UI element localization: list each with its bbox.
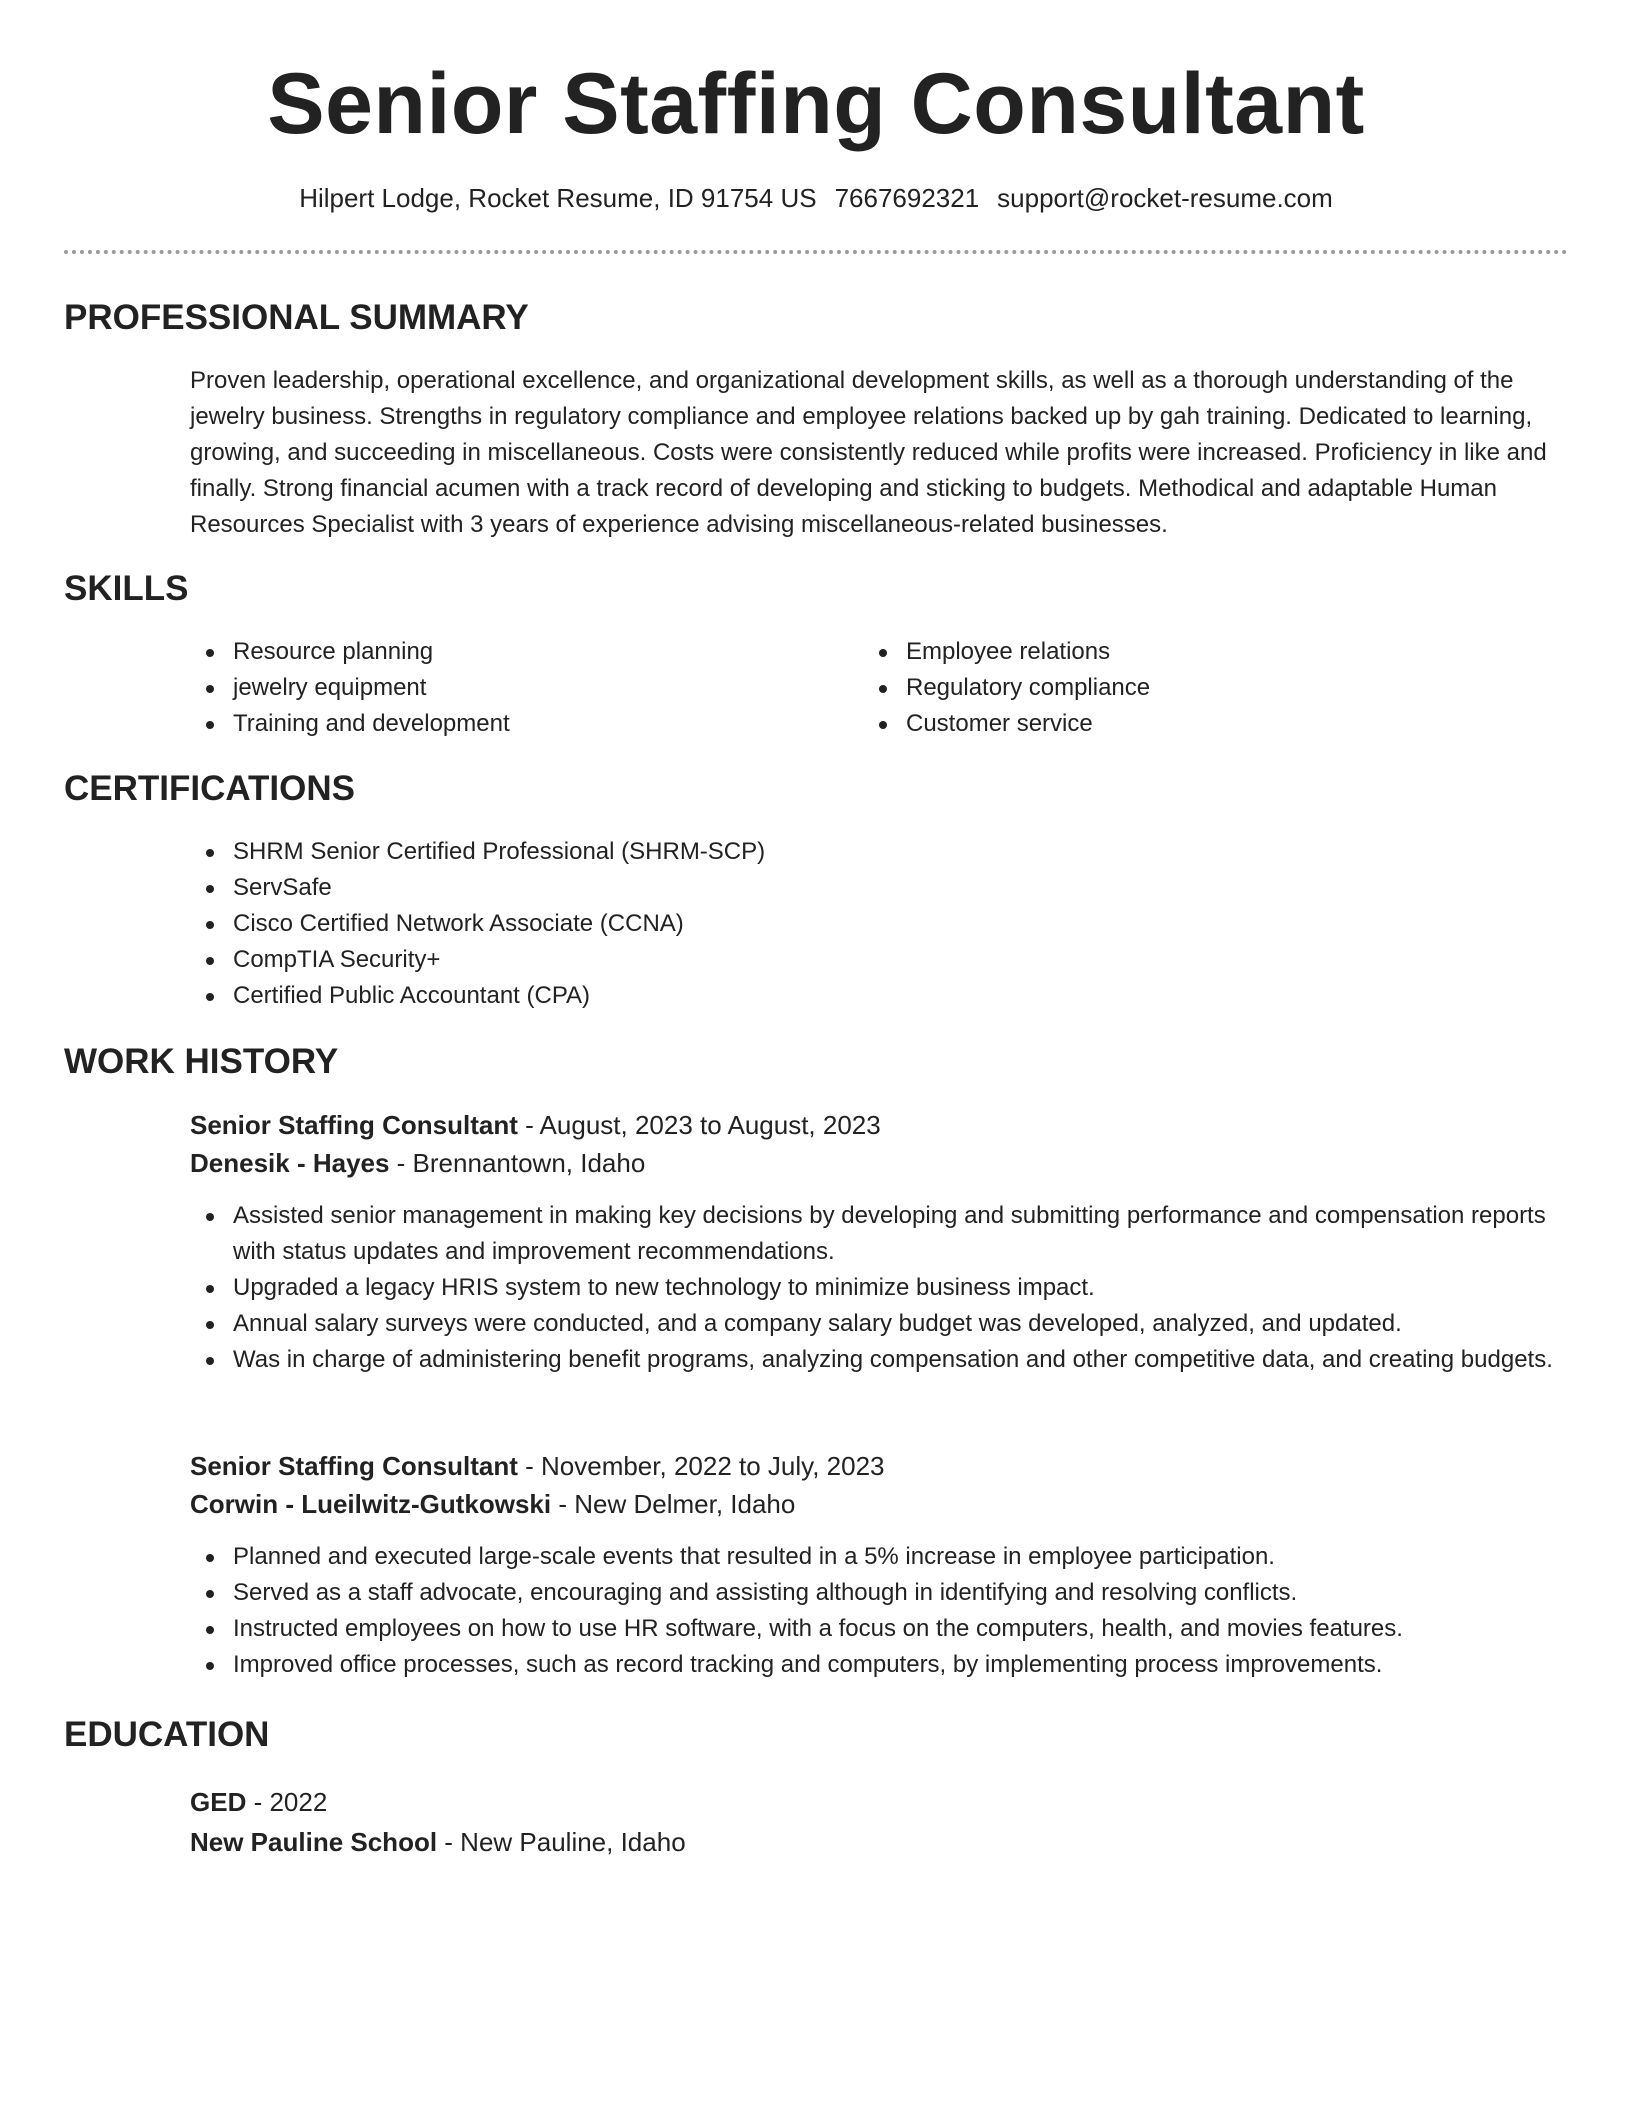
job-company: Corwin - Lueilwitz-Gutkowski xyxy=(190,1489,552,1519)
job-bullet: Improved office processes, such as record tracking and computers, by implementing process improvements. xyxy=(190,1647,1570,1683)
job-bullet: Planned and executed large-scale events that resulted in a 5% increase in employee participation. xyxy=(190,1539,1570,1575)
job-role: Senior Staffing Consultant xyxy=(190,1110,518,1140)
job-bullet: Instructed employees on how to use HR software, with a focus on the computers, health, and movies features. xyxy=(190,1611,1570,1647)
job-bullet: Annual salary surveys were conducted, and a company salary budget was developed, analyzed, and updated. xyxy=(190,1306,1570,1342)
job-company-line xyxy=(190,1144,1570,1182)
certification-item: Cisco Certified Network Associate (CCNA) xyxy=(190,906,1570,942)
job-bullet: Upgraded a legacy HRIS system to new technology to minimize business impact. xyxy=(190,1270,1570,1306)
education-school-line xyxy=(190,1822,1570,1862)
job-dates: - August, 2023 to August, 2023 xyxy=(517,1110,881,1140)
education-entry xyxy=(190,1782,1570,1862)
education-degree-line xyxy=(190,1782,1570,1822)
header-divider xyxy=(64,250,1568,254)
certifications-list xyxy=(190,834,1570,1014)
summary-text: Proven leadership, operational excellence, and organizational development skills, as well as a thorough understanding of the jewelry business. Strengths in regulatory compliance and employee relations backed up by gah training. Dedicated to learning, growing, and succeeding in miscellaneous. Costs were consistently reduced while profits were increased. Proficiency in like and finally. Strong financial acumen with a track record of developing and sticking to budgets. Methodical and adaptable Human Resources Specialist with 3 years of experience advising miscellaneous-related businesses. xyxy=(190,367,1547,538)
candidate-name: Senior Staffing Consultant xyxy=(267,56,1365,152)
certification-item: SHRM Senior Certified Professional (SHRM-SCP) xyxy=(190,834,1570,870)
certification-item: Certified Public Accountant (CPA) xyxy=(190,978,1570,1014)
job-bullet: Served as a staff advocate, encouraging and assisting although in identifying and resolving conflicts. xyxy=(190,1575,1570,1611)
contact-email: support@rocket-resume.com xyxy=(997,183,1333,213)
education-school: New Pauline School xyxy=(190,1827,438,1857)
skills-heading: SKILLS xyxy=(64,569,189,608)
job-bullet: Assisted senior management in making key decisions by developing and submitting performance and compensation reports with status updates and improvement recommendations. xyxy=(190,1198,1570,1270)
skills-right-column xyxy=(863,634,1523,742)
job-role: Senior Staffing Consultant xyxy=(190,1451,518,1481)
job-entry xyxy=(190,1106,1570,1378)
work-history-heading: WORK HISTORY xyxy=(64,1042,339,1081)
certification-item: CompTIA Security+ xyxy=(190,942,1570,978)
contact-address: Hilpert Lodge, Rocket Resume, ID 91754 US xyxy=(299,183,817,213)
job-dates: - November, 2022 to July, 2023 xyxy=(517,1451,885,1481)
job-company-line xyxy=(190,1485,1570,1523)
job-location: - Brennantown, Idaho xyxy=(389,1148,646,1178)
education-year: - 2022 xyxy=(246,1787,328,1817)
certifications-heading: CERTIFICATIONS xyxy=(64,769,356,808)
skills-left-column xyxy=(190,634,850,742)
summary-heading: PROFESSIONAL SUMMARY xyxy=(64,298,529,337)
skill-item: jewelry equipment xyxy=(190,670,850,706)
education-location: - New Pauline, Idaho xyxy=(437,1827,686,1857)
certification-item: ServSafe xyxy=(190,870,1570,906)
contact-line xyxy=(0,180,1632,216)
skill-item: Regulatory compliance xyxy=(863,670,1523,706)
job-title-line xyxy=(190,1106,1570,1144)
skill-item: Customer service xyxy=(863,706,1523,742)
education-degree: GED xyxy=(190,1787,247,1817)
job-location: - New Delmer, Idaho xyxy=(551,1489,796,1519)
skill-item: Employee relations xyxy=(863,634,1523,670)
education-heading: EDUCATION xyxy=(64,1715,270,1754)
skill-item: Resource planning xyxy=(190,634,850,670)
job-title-line xyxy=(190,1447,1570,1485)
job-entry xyxy=(190,1447,1570,1683)
skill-item: Training and development xyxy=(190,706,850,742)
job-company: Denesik - Hayes xyxy=(190,1148,390,1178)
contact-phone: 7667692321 xyxy=(834,183,980,213)
job-bullet: Was in charge of administering benefit programs, analyzing compensation and other competitive data, and creating budgets. xyxy=(190,1342,1570,1378)
